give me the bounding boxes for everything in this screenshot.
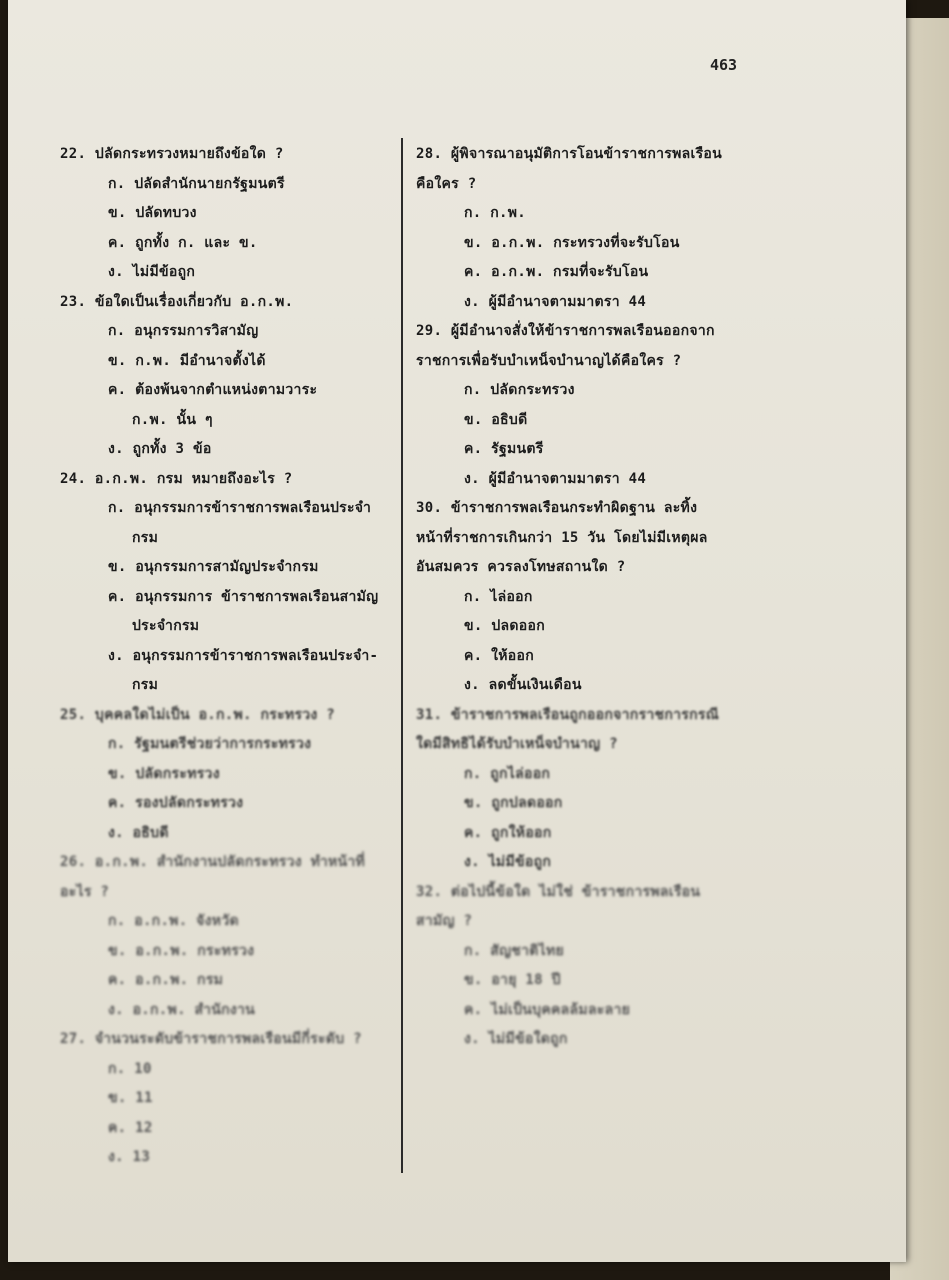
option-29-c: ค. รัฐมนตรี: [464, 441, 544, 457]
option-26-d: ง. อ.ก.พ. สำนักงาน: [108, 1001, 256, 1018]
option-24-d: ง. อนุกรรมการข้าราชการพลเรือนประจำ-: [108, 647, 379, 664]
question-26-cont: อะไร ?: [60, 883, 110, 900]
option-23-a: ก. อนุกรรมการวิสามัญ: [108, 323, 259, 339]
option-25-a: ก. รัฐมนตรีช่วยว่าการกระทรวง: [108, 736, 312, 752]
option-30-b: ข. ปลดออก: [464, 618, 545, 634]
option-30-d: ง. ลดขั้นเงินเดือน: [464, 677, 582, 693]
question-32: 32. ต่อไปนี้ข้อใด ไม่ใช่ ข้าราชการพลเรือน: [416, 883, 701, 900]
question-31: 31. ข้าราชการพลเรือนถูกออกจากราชการกรณี: [416, 706, 719, 723]
page-number: 463: [710, 56, 738, 74]
question-29: 29. ผู้มีอำนาจสั่งให้ข้าราชการพลเรือนออกจาก: [416, 323, 715, 339]
question-23: 23. ข้อใดเป็นเรื่องเกี่ยวกับ อ.ก.พ.: [60, 293, 294, 310]
option-23-b: ข. ก.พ. มีอำนาจตั้งได้: [108, 352, 266, 369]
option-23-c-cont: ก.พ. นั้น ๆ: [132, 411, 213, 428]
option-22-b: ข. ปลัดทบวง: [108, 205, 197, 221]
option-28-b: ข. อ.ก.พ. กระทรวงที่จะรับโอน: [464, 234, 680, 251]
option-26-b: ข. อ.ก.พ. กระทรวง: [108, 942, 255, 959]
option-24-d-cont: กรม: [132, 677, 159, 693]
option-22-d: ง. ไม่มีข้อถูก: [108, 264, 196, 280]
option-28-a: ก. ก.พ.: [464, 205, 526, 221]
question-30-cont-2: อันสมควร ควรลงโทษสถานใด ?: [416, 559, 626, 575]
option-26-a: ก. อ.ก.พ. จังหวัด: [108, 913, 239, 929]
question-26: 26. อ.ก.พ. สำนักงานปลัดกระทรวง ทำหน้าที่: [60, 854, 366, 870]
option-24-b: ข. อนุกรรมการสามัญประจำกรม: [108, 559, 319, 575]
question-30-cont: หน้าที่ราชการเกินกว่า 15 วัน โดยไม่มีเหตุผล: [416, 529, 708, 546]
right-column: [416, 140, 756, 1055]
question-22: 22. ปลัดกระทรวงหมายถึงข้อใด ?: [60, 146, 284, 162]
option-29-b: ข. อธิบดี: [464, 411, 528, 428]
option-22-a: ก. ปลัดสำนักนายกรัฐมนตรี: [108, 175, 285, 192]
option-24-c: ค. อนุกรรมการ ข้าราชการพลเรือนสามัญ: [108, 588, 379, 605]
option-25-b: ข. ปลัดกระทรวง: [108, 765, 220, 782]
option-32-d: ง. ไม่มีข้อใดถูก: [464, 1031, 568, 1047]
option-27-d: ง. 13: [108, 1149, 151, 1165]
option-29-a: ก. ปลัดกระทรวง: [464, 382, 575, 398]
option-28-c: ค. อ.ก.พ. กรมที่จะรับโอน: [464, 264, 649, 280]
left-column: [60, 140, 410, 1173]
question-28: 28. ผู้พิจารณาอนุมัติการโอนข้าราชการพลเรือน: [416, 146, 722, 162]
option-32-c: ค. ไม่เป็นบุคคลล้มละลาย: [464, 1001, 631, 1018]
question-32-cont: สามัญ ?: [416, 913, 473, 929]
option-31-b: ข. ถูกปลดออก: [464, 795, 563, 811]
option-23-d: ง. ถูกทั้ง 3 ข้อ: [108, 441, 212, 457]
option-31-c: ค. ถูกให้ออก: [464, 824, 552, 841]
question-24: 24. อ.ก.พ. กรม หมายถึงอะไร ?: [60, 470, 293, 487]
question-25: 25. บุคคลใดไม่เป็น อ.ก.พ. กระทรวง ?: [60, 706, 336, 723]
option-25-c: ค. รองปลัดกระทรวง: [108, 795, 244, 811]
question-27: 27. จำนวนระดับข้าราชการพลเรือนมีกี่ระดับ ?: [60, 1031, 362, 1047]
option-24-c-cont: ประจำกรม: [132, 618, 200, 634]
option-22-c: ค. ถูกทั้ง ก. และ ข.: [108, 234, 258, 251]
option-27-c: ค. 12: [108, 1119, 153, 1136]
question-28-cont: คือใคร ?: [416, 175, 477, 192]
option-23-c: ค. ต้องพ้นจากตำแหน่งตามวาระ: [108, 382, 318, 398]
option-27-b: ข. 11: [108, 1090, 153, 1106]
option-30-a: ก. ไล่ออก: [464, 588, 533, 605]
option-31-a: ก. ถูกไล่ออก: [464, 765, 551, 782]
option-31-d: ง. ไม่มีข้อถูก: [464, 854, 552, 870]
option-29-d: ง. ผู้มีอำนาจตามมาตรา 44: [464, 470, 647, 487]
question-29-cont: ราชการเพื่อรับบำเหน็จบำนาญได้คือใคร ?: [416, 352, 682, 369]
option-25-d: ง. อธิบดี: [108, 824, 169, 841]
option-24-a-cont: กรม: [132, 529, 159, 546]
option-24-a: ก. อนุกรรมการข้าราชการพลเรือนประจำ: [108, 500, 372, 516]
book-page: [8, 0, 906, 1262]
option-32-b: ข. อายุ 18 ปี: [464, 972, 561, 988]
option-28-d: ง. ผู้มีอำนาจตามมาตรา 44: [464, 293, 647, 310]
question-30: 30. ข้าราชการพลเรือนกระทำผิดฐาน ละทิ้ง: [416, 500, 698, 516]
option-32-a: ก. สัญชาติไทย: [464, 942, 565, 959]
option-26-c: ค. อ.ก.พ. กรม: [108, 972, 224, 988]
option-30-c: ค. ให้ออก: [464, 647, 534, 664]
option-27-a: ก. 10: [108, 1060, 152, 1077]
question-31-cont: ใดมีสิทธิได้รับบำเหน็จบำนาญ ?: [416, 736, 618, 752]
